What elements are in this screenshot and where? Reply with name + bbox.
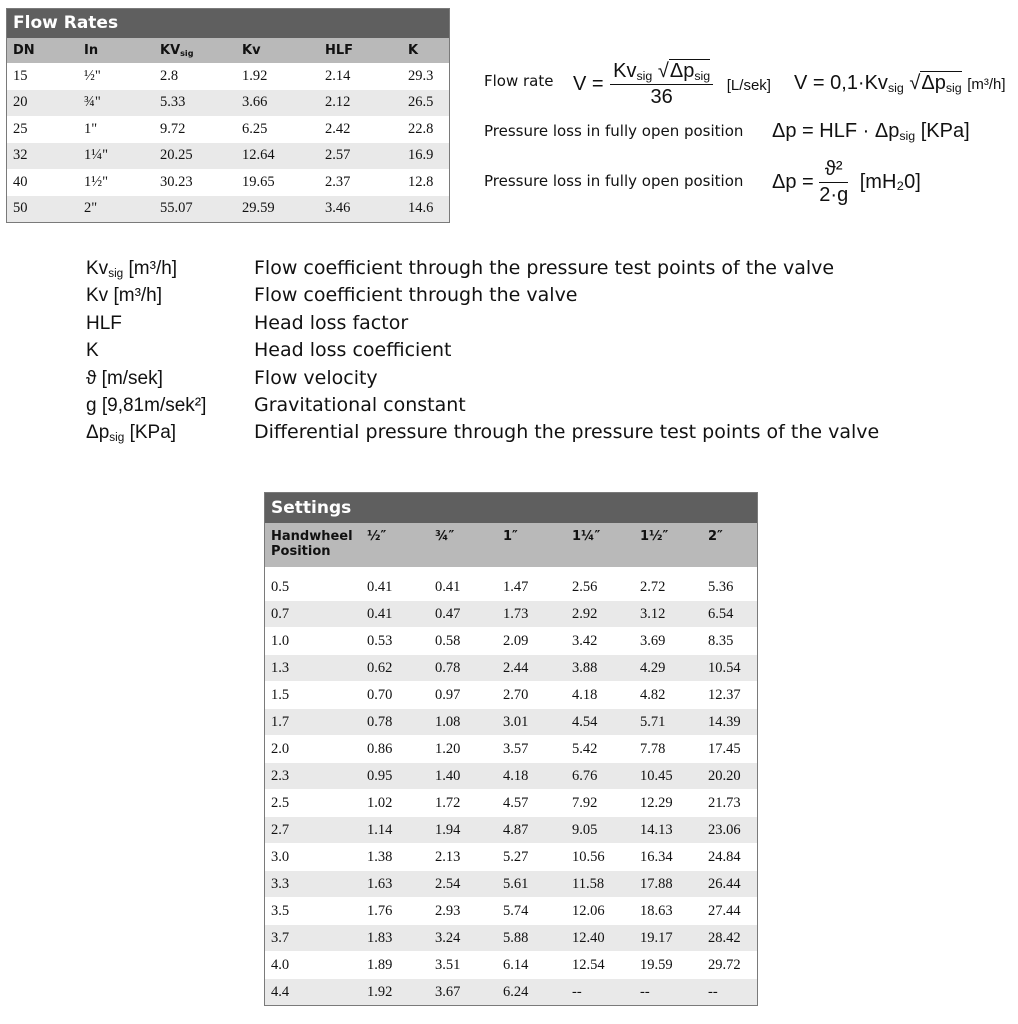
table-cell: 14.13: [634, 817, 702, 844]
table-cell: 3.66: [236, 90, 319, 117]
table-cell: 1½": [84, 173, 109, 190]
table-row: [7, 90, 449, 117]
legend-symbol-unit: [m³/h]: [123, 258, 178, 279]
flow-rate-formula-m3h: $V = 0,1\cdot Kv_{sig}$ $√\Delta p_{sig}$ [m³/h]: [794, 72, 1006, 96]
table-row: [265, 655, 757, 682]
legend-symbol: $Kv_{sig}$ [m³/h]: [86, 258, 178, 280]
legend-symbol: $\Delta p_{sig}$ [KPa]: [86, 422, 177, 445]
table-row: [265, 763, 757, 790]
table-cell: 4.57: [497, 790, 566, 817]
table-cell: 2.56: [566, 574, 634, 601]
table-cell: 2.44: [497, 655, 566, 682]
table-cell: 3.12: [634, 601, 702, 628]
table-cell: 28.42: [702, 925, 757, 952]
legend-description: Flow coefficient through the valve: [254, 284, 578, 307]
flow-rates-header-cell: $KV_{sig}$: [154, 38, 236, 63]
table-cell: 1.14: [361, 817, 429, 844]
table-cell: 12.54: [566, 952, 634, 979]
table-cell: 5.61: [497, 871, 566, 898]
table-cell: 12.29: [634, 790, 702, 817]
legend-symbol-subscript: sig: [108, 266, 124, 280]
flow-rates-header-cell: K: [402, 38, 449, 63]
table-cell: 2.5: [265, 790, 361, 817]
flow-rate-formula: V = $\frac{Kv_{sig} √\Delta p_{sig}}{36}$ [L/sek]: [573, 60, 771, 109]
table-cell: 0.41: [361, 601, 429, 628]
legend-symbol: Kv [m³/h]: [86, 285, 163, 307]
table-cell: 16.9: [402, 143, 449, 170]
table-cell: 0.41: [429, 574, 497, 601]
table-row: [265, 574, 757, 601]
table-row: [265, 736, 757, 763]
table-cell: 1.72: [429, 790, 497, 817]
table-cell: 0.86: [361, 736, 429, 763]
table-cell: 5.33: [154, 90, 236, 117]
table-cell: 3.7: [265, 925, 361, 952]
pipe-size-header: 1¼″: [566, 523, 634, 567]
flow-rate-unit-m3h: [m³/h]: [967, 76, 1006, 93]
table-cell: 1.20: [429, 736, 497, 763]
table-cell: 6.14: [497, 952, 566, 979]
table-row: [7, 169, 449, 196]
table-cell: 20.25: [154, 143, 236, 170]
table-cell: 6.54: [702, 601, 757, 628]
table-cell: 1.83: [361, 925, 429, 952]
table-cell: 3.24: [429, 925, 497, 952]
legend-description: Gravitational constant: [254, 393, 466, 416]
table-cell: 0.97: [429, 682, 497, 709]
flow-rate-unit-lsek: [L/sek]: [726, 76, 771, 94]
settings-table: [264, 492, 758, 1006]
table-cell: 2.92: [566, 601, 634, 628]
table-cell: 23.06: [702, 817, 757, 844]
table-cell: 20.20: [702, 763, 757, 790]
table-cell: 1.76: [361, 898, 429, 925]
table-cell: 40: [13, 173, 28, 190]
handwheel-position-header: Handwheel Position: [265, 523, 361, 567]
table-cell: 5.27: [497, 844, 566, 871]
subscript-sig: sig: [180, 49, 194, 58]
table-cell: 1.3: [265, 655, 361, 682]
table-cell: 6.76: [566, 763, 634, 790]
table-cell: 10.54: [702, 655, 757, 682]
table-cell: 2.42: [325, 120, 351, 137]
flow-rate-denominator: 36: [650, 86, 673, 109]
flow-rates-header-cell: Kv: [236, 38, 319, 63]
table-cell: 2.09: [497, 628, 566, 655]
settings-grid: [265, 523, 757, 1005]
table-row: [265, 709, 757, 736]
settings-title: Settings: [265, 493, 757, 523]
table-row: [7, 196, 449, 223]
legend-symbol-unit: [KPa]: [124, 422, 177, 444]
pressure-loss-unit-kpa: [KPa]: [920, 120, 970, 142]
table-cell: 4.82: [634, 682, 702, 709]
table-cell: 19.59: [634, 952, 702, 979]
flow-rates-header-cell: In: [78, 38, 154, 63]
table-cell: 26.44: [702, 871, 757, 898]
table-cell: 32: [7, 143, 78, 170]
table-cell: 6.24: [497, 979, 566, 1006]
table-cell: 5.71: [634, 709, 702, 736]
table-cell: 2.54: [429, 871, 497, 898]
table-cell: 2.14: [325, 67, 351, 84]
table-cell: 0.78: [361, 709, 429, 736]
table-cell: 3.88: [566, 655, 634, 682]
table-row: [265, 817, 757, 844]
table-cell: 3.3: [265, 871, 361, 898]
table-cell: 2.12: [319, 90, 402, 117]
table-cell: 5.36: [702, 574, 757, 601]
flow-rates-grid: [7, 38, 449, 222]
legend-description: Differential pressure through the pressure test points of the valve: [254, 421, 880, 444]
table-cell: 0.47: [429, 601, 497, 628]
flow-rates-table: [6, 8, 450, 223]
table-cell: 0.95: [361, 763, 429, 790]
table-row: [265, 844, 757, 871]
flow-rates-header-cell: DN: [7, 38, 78, 63]
legend-symbol-unit: [m/sek]: [96, 367, 163, 389]
table-cell: 2": [78, 196, 154, 223]
legend-symbol: ϑ [m/sek]: [86, 367, 163, 389]
table-cell: 1.02: [361, 790, 429, 817]
pipe-size-header: 1½″: [634, 523, 702, 567]
table-cell: 6.25: [242, 120, 268, 137]
legend-symbol-unit: [9,81m/sek²]: [96, 394, 207, 416]
table-row: [265, 925, 757, 952]
table-cell: 10.56: [566, 844, 634, 871]
pipe-size-header: ½″: [361, 523, 429, 567]
table-row: [265, 952, 757, 979]
table-cell: 9.05: [566, 817, 634, 844]
table-cell: 20: [7, 90, 78, 117]
table-row: [265, 628, 757, 655]
table-row: [265, 790, 757, 817]
table-cell: 0.5: [265, 574, 361, 601]
table-cell: 2.8: [160, 67, 179, 84]
legend-symbol-unit: [m³/h]: [108, 285, 163, 307]
table-cell: 11.58: [566, 871, 634, 898]
table-cell: 4.4: [265, 979, 361, 1006]
table-cell: 1.0: [265, 628, 361, 655]
table-cell: 4.54: [566, 709, 634, 736]
table-cell: 18.63: [634, 898, 702, 925]
table-cell: 3.69: [634, 628, 702, 655]
table-cell: 3.51: [429, 952, 497, 979]
settings-body: [265, 567, 757, 1005]
table-cell: 2.0: [265, 736, 361, 763]
table-row: [7, 143, 449, 170]
table-cell: --: [634, 979, 702, 1006]
table-cell: 3.42: [566, 628, 634, 655]
table-cell: 15: [13, 67, 28, 84]
table-cell: 2.70: [497, 682, 566, 709]
table-cell: 4.0: [265, 952, 361, 979]
table-cell: 14.6: [402, 196, 449, 223]
pressure-loss-velocity-formula: Δp = $\frac{\text{ϑ²}}{2\cdot g}$ [mH₂0]: [772, 158, 921, 206]
pressure-loss-hlf-formula: Δp = HLF · $\Delta p_{sig}$ [KPa]: [772, 120, 970, 144]
pipe-size-header: ¾″: [429, 523, 497, 567]
table-cell: 29.72: [702, 952, 757, 979]
table-cell: 0.7: [265, 601, 361, 628]
table-cell: 0.58: [429, 628, 497, 655]
table-cell: 4.18: [497, 763, 566, 790]
table-cell: 1.63: [361, 871, 429, 898]
table-cell: 4.87: [497, 817, 566, 844]
table-cell: 16.34: [634, 844, 702, 871]
table-cell: 5.88: [497, 925, 566, 952]
legend-symbol-subscript: sig: [109, 431, 125, 445]
legend-description: Flow velocity: [254, 366, 378, 389]
table-cell: 24.84: [702, 844, 757, 871]
table-cell: 1.5: [265, 682, 361, 709]
table-cell: 25: [13, 120, 28, 137]
table-cell: ½": [84, 67, 101, 84]
table-cell: ¾": [78, 90, 154, 117]
table-cell: 30.23: [160, 173, 193, 190]
table-cell: 21.73: [702, 790, 757, 817]
pressure-loss-label-velocity: Pressure loss in fully open position: [484, 172, 744, 190]
table-cell: 12.8: [408, 173, 434, 190]
table-cell: --: [566, 979, 634, 1006]
table-cell: 1.7: [265, 709, 361, 736]
table-cell: 29.59: [236, 196, 319, 223]
legend-symbol: HLF: [86, 312, 122, 334]
table-cell: 1.40: [429, 763, 497, 790]
table-cell: 27.44: [702, 898, 757, 925]
table-cell: 1.08: [429, 709, 497, 736]
table-cell: 17.88: [634, 871, 702, 898]
table-cell: 1¼": [78, 143, 154, 170]
table-cell: 2.3: [265, 763, 361, 790]
legend-symbol: g [9,81m/sek²]: [86, 394, 207, 416]
table-cell: --: [702, 979, 757, 1006]
legend-description: Head loss factor: [254, 311, 409, 334]
flow-rates-header-cell: HLF: [319, 38, 402, 63]
table-cell: 2.93: [429, 898, 497, 925]
table-cell: 2.72: [634, 574, 702, 601]
legend-description: Flow coefficient through the pressure test points of the valve: [254, 257, 835, 279]
flow-rate-label: Flow rate: [484, 72, 554, 90]
table-cell: 3.57: [497, 736, 566, 763]
table-cell: 3.01: [497, 709, 566, 736]
flow-rates-title: Flow Rates: [7, 9, 449, 38]
settings-header-row: [265, 523, 757, 567]
table-cell: 12.06: [566, 898, 634, 925]
table-cell: 9.72: [160, 120, 186, 137]
pipe-size-header: 2″: [702, 523, 757, 567]
table-cell: 26.5: [402, 90, 449, 117]
table-cell: 12.64: [236, 143, 319, 170]
table-cell: 10.45: [634, 763, 702, 790]
table-cell: 1.38: [361, 844, 429, 871]
table-row: [7, 63, 449, 90]
pressure-loss-label-hlf: Pressure loss in fully open position: [484, 122, 744, 140]
table-cell: 7.92: [566, 790, 634, 817]
table-cell: 2.7: [265, 817, 361, 844]
table-cell: 14.39: [702, 709, 757, 736]
table-cell: 1.94: [429, 817, 497, 844]
table-cell: 17.45: [702, 736, 757, 763]
table-cell: 1.92: [361, 979, 429, 1006]
table-cell: 19.65: [242, 173, 275, 190]
table-cell: 55.07: [154, 196, 236, 223]
legend-description: Head loss coefficient: [254, 339, 452, 362]
table-cell: 2.57: [319, 143, 402, 170]
pressure-loss-unit-mh2o: [mH₂0]: [859, 170, 921, 193]
table-cell: 3.5: [265, 898, 361, 925]
table-row: [265, 979, 757, 1006]
table-cell: 3.67: [429, 979, 497, 1006]
table-row: [265, 871, 757, 898]
table-row: [265, 898, 757, 925]
table-cell: 0.62: [361, 655, 429, 682]
table-row: [7, 116, 449, 143]
table-cell: 1.73: [497, 601, 566, 628]
table-cell: 0.41: [361, 574, 429, 601]
table-cell: 1.47: [497, 574, 566, 601]
table-cell: 8.35: [702, 628, 757, 655]
table-row: [265, 682, 757, 709]
table-cell: 29.3: [408, 67, 434, 84]
table-cell: 3.0: [265, 844, 361, 871]
table-cell: 3.46: [319, 196, 402, 223]
table-cell: 5.42: [566, 736, 634, 763]
table-cell: 1.92: [242, 67, 268, 84]
table-cell: 7.78: [634, 736, 702, 763]
table-cell: 12.40: [566, 925, 634, 952]
table-cell: 22.8: [408, 120, 434, 137]
table-cell: 2.37: [325, 173, 351, 190]
table-cell: 4.18: [566, 682, 634, 709]
table-cell: 4.29: [634, 655, 702, 682]
table-cell: 50: [7, 196, 78, 223]
flow-rates-header-row: [7, 38, 449, 63]
table-cell: 0.53: [361, 628, 429, 655]
table-cell: 1.89: [361, 952, 429, 979]
table-cell: 5.74: [497, 898, 566, 925]
table-cell: 12.37: [702, 682, 757, 709]
table-row: [265, 601, 757, 628]
pipe-size-header: 1″: [497, 523, 566, 567]
table-cell: 1": [84, 120, 98, 137]
table-cell: 19.17: [634, 925, 702, 952]
legend-symbol: K: [86, 340, 99, 362]
table-cell: 0.78: [429, 655, 497, 682]
table-cell: 0.70: [361, 682, 429, 709]
flow-rates-body: [7, 63, 449, 222]
table-cell: 2.13: [429, 844, 497, 871]
